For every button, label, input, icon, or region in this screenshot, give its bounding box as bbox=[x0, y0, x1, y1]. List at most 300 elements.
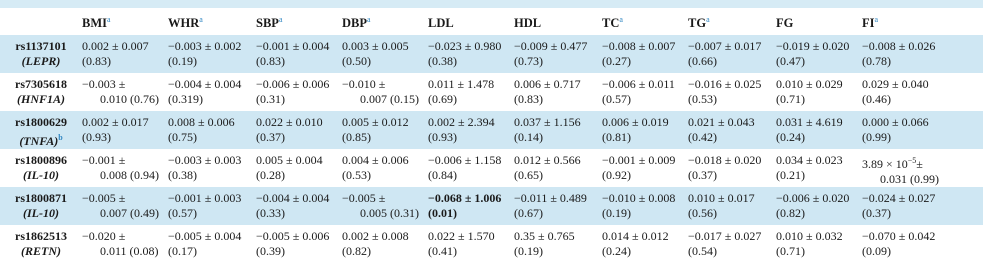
estimate-line bbox=[776, 115, 862, 130]
column-header-label: WHR bbox=[168, 16, 200, 31]
estimate-line bbox=[428, 153, 514, 168]
column-header-footnote-mark: a bbox=[706, 14, 710, 24]
column-header-5 bbox=[428, 8, 514, 35]
snp-cell bbox=[0, 111, 82, 149]
column-header-9 bbox=[776, 8, 862, 35]
estimate-text: −0.009 ± 0.477 bbox=[514, 39, 588, 53]
gene-name-text: (HNF1A) bbox=[17, 92, 65, 106]
p-value-line: (0.01) bbox=[428, 206, 457, 220]
column-header-footnote-mark: a bbox=[874, 14, 879, 24]
estimate-text: 0.012 ± 0.566 bbox=[514, 153, 581, 167]
p-value-line: (0.53) bbox=[688, 92, 717, 106]
estimate-text: 0.031 ± 4.619 bbox=[776, 115, 843, 129]
p-value-line: (0.75) bbox=[168, 130, 197, 144]
estimate-text: −0.024 ± 0.027 bbox=[862, 191, 936, 205]
estimate-line bbox=[776, 77, 862, 92]
column-header-label: TC bbox=[602, 16, 620, 31]
value-cell bbox=[82, 187, 168, 225]
p-value-line: (0.42) bbox=[688, 130, 717, 144]
estimate-text: −0.007 ± 0.017 bbox=[688, 39, 762, 53]
value-cell bbox=[862, 187, 983, 225]
estimate-line bbox=[776, 39, 862, 54]
estimate-line bbox=[256, 77, 342, 92]
snp-id: rs1800871 bbox=[15, 191, 67, 205]
estimate-line bbox=[602, 39, 688, 54]
estimate-text: 0.003 ± 0.005 bbox=[342, 39, 409, 53]
estimate-text: −0.005 ± bbox=[82, 191, 126, 205]
estimate-line bbox=[342, 39, 428, 54]
p-value-line: (0.09) bbox=[862, 244, 891, 258]
p-value-line: (0.78) bbox=[862, 54, 891, 68]
value-cell bbox=[428, 187, 514, 225]
value-cell bbox=[428, 35, 514, 73]
estimate-text: 0.006 ± 0.019 bbox=[602, 115, 669, 129]
value-cell bbox=[514, 111, 602, 149]
estimate-text: −0.019 ± 0.020 bbox=[776, 39, 850, 53]
value-cell bbox=[168, 35, 256, 73]
estimate-text: 0.000 ± 0.066 bbox=[862, 115, 929, 129]
table-row bbox=[0, 73, 983, 111]
value-cell bbox=[862, 225, 983, 263]
estimate-text: −0.005 ± 0.006 bbox=[256, 229, 330, 243]
estimate-line bbox=[168, 229, 256, 244]
p-value-line: (0.83) bbox=[514, 92, 543, 106]
estimate-text: −0.003 ± 0.003 bbox=[168, 153, 242, 167]
estimate-line bbox=[428, 191, 514, 206]
estimate-text: −0.008 ± 0.007 bbox=[602, 39, 676, 53]
estimate-text: −0.001 ± 0.003 bbox=[168, 191, 242, 205]
estimate-text: 0.021 ± 0.043 bbox=[688, 115, 755, 129]
p-value-line: (0.21) bbox=[776, 168, 805, 182]
column-header-label: HDL bbox=[514, 15, 542, 30]
p-value-line: (0.39) bbox=[256, 244, 285, 258]
estimate-text: −0.020 ± bbox=[82, 229, 126, 243]
p-value-line: 0.007 (0.49) bbox=[100, 206, 159, 220]
estimate-line bbox=[776, 153, 862, 168]
snp-id: rs1862513 bbox=[15, 229, 67, 243]
column-header-label: TG bbox=[688, 16, 707, 31]
p-value-line: 0.007 (0.15) bbox=[360, 92, 419, 106]
value-cell bbox=[688, 225, 776, 263]
estimate-line bbox=[776, 191, 862, 206]
estimate-line bbox=[342, 115, 428, 130]
estimate-line bbox=[862, 39, 983, 54]
p-value-line: (0.54) bbox=[688, 244, 717, 258]
estimate-text: −0.005 ± bbox=[342, 191, 386, 205]
estimate-text: −0.010 ± 0.008 bbox=[602, 191, 676, 205]
estimate-line bbox=[428, 115, 514, 130]
estimate-line bbox=[168, 115, 256, 130]
estimate-line bbox=[862, 229, 983, 244]
estimate-text: 0.037 ± 1.156 bbox=[514, 115, 581, 129]
estimate-line bbox=[256, 39, 342, 54]
estimate-line bbox=[602, 191, 688, 206]
gene-name bbox=[0, 206, 82, 221]
estimate-text: −0.003 ± bbox=[82, 77, 126, 91]
column-header-10 bbox=[862, 8, 983, 35]
p-value-line: (0.37) bbox=[256, 130, 285, 144]
estimate-line bbox=[428, 77, 514, 92]
table-header-row bbox=[0, 8, 983, 35]
value-cell bbox=[256, 73, 342, 111]
estimate-text: 0.002 ± 2.394 bbox=[428, 115, 495, 129]
estimate-text: −0.023 ± 0.980 bbox=[428, 39, 502, 53]
value-cell bbox=[82, 149, 168, 187]
value-cell bbox=[82, 111, 168, 149]
p-value-line: (0.82) bbox=[342, 244, 371, 258]
gene-name bbox=[0, 54, 82, 69]
plus-minus: ± bbox=[916, 157, 923, 171]
estimate-text: 0.004 ± 0.006 bbox=[342, 153, 409, 167]
estimate-line bbox=[168, 153, 256, 168]
estimate-line bbox=[82, 153, 168, 168]
p-value-line: (0.56) bbox=[688, 206, 717, 220]
estimate-text: −0.068 ± 1.006 bbox=[428, 191, 502, 205]
p-value-line: (0.31) bbox=[256, 92, 285, 106]
p-value-line: (0.37) bbox=[862, 206, 891, 220]
p-value-line: (0.24) bbox=[602, 244, 631, 258]
estimate-text: 0.006 ± 0.717 bbox=[514, 77, 581, 91]
p-value-line: (0.19) bbox=[168, 54, 197, 68]
value-cell bbox=[428, 149, 514, 187]
estimate-line bbox=[602, 229, 688, 244]
estimate-text: 0.022 ± 1.570 bbox=[428, 229, 495, 243]
snp-cell bbox=[0, 35, 82, 73]
estimate-text: −0.006 ± 1.158 bbox=[428, 153, 502, 167]
value-cell bbox=[688, 111, 776, 149]
estimate-line bbox=[342, 229, 428, 244]
estimate-line bbox=[256, 229, 342, 244]
estimate-text: 0.008 ± 0.006 bbox=[168, 115, 235, 129]
estimate-line bbox=[688, 115, 776, 130]
column-header-footnote-mark: a bbox=[367, 14, 371, 24]
p-value-line: 0.005 (0.31) bbox=[360, 206, 419, 220]
p-value-line: (0.24) bbox=[776, 130, 805, 144]
p-value-line: (0.14) bbox=[514, 130, 543, 144]
estimate-text: −0.010 ± bbox=[342, 77, 386, 91]
value-cell bbox=[342, 149, 428, 187]
p-value-line: (0.81) bbox=[602, 130, 631, 144]
estimate-line bbox=[688, 77, 776, 92]
p-value-line: (0.84) bbox=[428, 168, 457, 182]
estimate-text: 0.35 ± 0.765 bbox=[514, 229, 575, 243]
estimate-text: 0.002 ± 0.008 bbox=[342, 229, 409, 243]
column-header-3 bbox=[256, 8, 342, 35]
snp-cell bbox=[0, 73, 82, 111]
table-row bbox=[0, 187, 983, 225]
column-header-label: SBP bbox=[256, 16, 279, 31]
table-row bbox=[0, 35, 983, 73]
value-cell bbox=[514, 73, 602, 111]
value-cell bbox=[862, 149, 983, 187]
estimate-text: −0.006 ± 0.006 bbox=[256, 77, 330, 91]
estimate-line bbox=[428, 39, 514, 54]
p-value-line: 0.010 (0.76) bbox=[100, 92, 159, 106]
estimate-text: 0.002 ± 0.017 bbox=[82, 115, 149, 129]
value-cell bbox=[428, 111, 514, 149]
value-cell bbox=[168, 225, 256, 263]
estimate-text: −0.001 ± 0.004 bbox=[256, 39, 330, 53]
value-cell bbox=[602, 111, 688, 149]
table-row bbox=[0, 225, 983, 263]
snp-cell bbox=[0, 149, 82, 187]
estimate-line bbox=[688, 229, 776, 244]
p-value-line: (0.28) bbox=[256, 168, 285, 182]
gene-name bbox=[0, 92, 82, 107]
estimate-text: 0.005 ± 0.012 bbox=[342, 115, 409, 129]
p-value-line: (0.33) bbox=[256, 206, 285, 220]
estimate-line bbox=[168, 191, 256, 206]
column-header-footnote-mark: a bbox=[278, 14, 283, 24]
estimate-text: −0.001 ± 0.009 bbox=[602, 153, 676, 167]
column-header-footnote-mark: a bbox=[199, 14, 203, 24]
value-cell bbox=[256, 225, 342, 263]
value-cell bbox=[256, 149, 342, 187]
column-header-1 bbox=[82, 8, 168, 35]
value-cell bbox=[342, 187, 428, 225]
gene-name bbox=[0, 168, 82, 183]
snp-id: rs1800896 bbox=[15, 153, 67, 167]
p-value-line: (0.19) bbox=[602, 206, 631, 220]
p-value-line: (0.46) bbox=[862, 92, 891, 106]
value-cell bbox=[256, 35, 342, 73]
value-cell bbox=[82, 35, 168, 73]
estimate-line bbox=[342, 77, 428, 92]
estimate-text: −0.003 ± 0.002 bbox=[168, 39, 242, 53]
value-cell bbox=[82, 73, 168, 111]
estimate-text: −0.004 ± 0.004 bbox=[168, 77, 242, 91]
estimate-text: −0.004 ± 0.004 bbox=[256, 191, 330, 205]
p-value-line: (0.71) bbox=[776, 244, 805, 258]
value-cell bbox=[688, 73, 776, 111]
estimate-line bbox=[256, 115, 342, 130]
value-cell bbox=[862, 111, 983, 149]
estimate-line bbox=[256, 153, 342, 168]
association-table bbox=[0, 8, 983, 263]
table-caption bbox=[0, 0, 983, 8]
estimate-text: −0.006 ± 0.011 bbox=[602, 77, 675, 91]
value-cell bbox=[602, 187, 688, 225]
p-value-line: (0.17) bbox=[168, 244, 197, 258]
p-value-line: (0.50) bbox=[342, 54, 371, 68]
estimate-line bbox=[514, 191, 602, 206]
estimate-line bbox=[514, 115, 602, 130]
estimate-line bbox=[602, 77, 688, 92]
gene-name-text: (TNFA) bbox=[19, 134, 59, 148]
gene-name bbox=[0, 130, 82, 149]
estimate-text: 0.002 ± 0.007 bbox=[82, 39, 149, 53]
value-cell bbox=[862, 73, 983, 111]
estimate-text: 0.010 ± 0.029 bbox=[776, 77, 843, 91]
estimate-line bbox=[342, 191, 428, 206]
estimate-text: −0.016 ± 0.025 bbox=[688, 77, 762, 91]
snp-cell bbox=[0, 187, 82, 225]
estimate-line bbox=[168, 77, 256, 92]
estimate-line bbox=[82, 115, 168, 130]
column-header-label: FI bbox=[862, 16, 875, 31]
estimate-text: 0.010 ± 0.032 bbox=[776, 229, 843, 243]
table-row bbox=[0, 111, 983, 149]
estimate-text: 0.029 ± 0.040 bbox=[862, 77, 929, 91]
p-value-line: (0.27) bbox=[602, 54, 631, 68]
estimate-text: 0.010 ± 0.017 bbox=[688, 191, 755, 205]
estimate-text: −0.008 ± 0.026 bbox=[862, 39, 936, 53]
estimate-text: −0.011 ± 0.489 bbox=[514, 191, 587, 205]
snp-cell bbox=[0, 225, 82, 263]
value-cell bbox=[342, 111, 428, 149]
p-value-line: 0.031 (0.99) bbox=[880, 172, 939, 186]
exponent: −5 bbox=[907, 156, 917, 165]
p-value-line: (0.69) bbox=[428, 92, 457, 106]
column-header-6 bbox=[514, 8, 602, 35]
p-value-line: (0.38) bbox=[168, 168, 197, 182]
p-value-line: (0.71) bbox=[776, 92, 805, 106]
p-value-line: (0.37) bbox=[688, 168, 717, 182]
estimate-line bbox=[514, 39, 602, 54]
gene-name-text: (RETN) bbox=[21, 244, 61, 258]
value-cell bbox=[776, 111, 862, 149]
value-cell bbox=[514, 149, 602, 187]
gene-name-text: (LEPR) bbox=[21, 54, 61, 68]
p-value-line: (0.19) bbox=[514, 244, 543, 258]
value-cell bbox=[776, 35, 862, 73]
column-header-4 bbox=[342, 8, 428, 35]
column-header-footnote-mark: a bbox=[619, 14, 623, 24]
estimate-line bbox=[514, 229, 602, 244]
estimate-line bbox=[82, 77, 168, 92]
estimate-line bbox=[168, 39, 256, 54]
value-cell bbox=[862, 35, 983, 73]
estimate-text: −0.017 ± 0.027 bbox=[688, 229, 762, 243]
p-value-line: (0.83) bbox=[82, 54, 111, 68]
column-header-snp bbox=[0, 8, 82, 35]
value-cell bbox=[428, 225, 514, 263]
value-cell bbox=[514, 35, 602, 73]
estimate-line bbox=[688, 39, 776, 54]
p-value-line: (0.66) bbox=[688, 54, 717, 68]
estimate-text: −0.006 ± 0.020 bbox=[776, 191, 850, 205]
p-value-line: (0.82) bbox=[776, 206, 805, 220]
value-cell bbox=[602, 149, 688, 187]
estimate-line bbox=[688, 191, 776, 206]
p-value-line: (0.93) bbox=[428, 130, 457, 144]
value-cell bbox=[342, 225, 428, 263]
estimate-text: −0.005 ± 0.004 bbox=[168, 229, 242, 243]
estimate-text: −0.018 ± 0.020 bbox=[688, 153, 762, 167]
estimate-line bbox=[342, 153, 428, 168]
value-cell bbox=[776, 225, 862, 263]
value-cell bbox=[342, 35, 428, 73]
p-value-line: (0.57) bbox=[602, 92, 631, 106]
estimate-line bbox=[862, 153, 983, 172]
estimate-text: 0.022 ± 0.010 bbox=[256, 115, 323, 129]
estimate-line bbox=[514, 77, 602, 92]
gene-footnote-mark: b bbox=[58, 133, 63, 142]
snp-id: rs1800629 bbox=[15, 115, 67, 129]
p-value-line: (0.67) bbox=[514, 206, 543, 220]
estimate-line bbox=[776, 229, 862, 244]
p-value-line: (0.65) bbox=[514, 168, 543, 182]
estimate-line bbox=[256, 191, 342, 206]
p-value-line: (0.53) bbox=[342, 168, 371, 182]
p-value-line: (0.93) bbox=[82, 130, 111, 144]
value-cell bbox=[602, 35, 688, 73]
estimate-line bbox=[514, 153, 602, 168]
value-cell bbox=[776, 187, 862, 225]
value-cell bbox=[514, 187, 602, 225]
column-header-footnote-mark: a bbox=[107, 14, 111, 24]
value-cell bbox=[168, 111, 256, 149]
p-value-line: (0.38) bbox=[428, 54, 457, 68]
gene-name bbox=[0, 244, 82, 259]
estimate-text: −0.001 ± bbox=[82, 153, 126, 167]
estimate-line bbox=[82, 191, 168, 206]
value-cell bbox=[428, 73, 514, 111]
estimate-line bbox=[82, 229, 168, 244]
estimate-line bbox=[428, 229, 514, 244]
estimate-line bbox=[688, 153, 776, 168]
p-value-line: 0.011 (0.08) bbox=[100, 244, 159, 258]
table-row bbox=[0, 149, 983, 187]
value-cell bbox=[688, 35, 776, 73]
value-cell bbox=[256, 111, 342, 149]
p-value-line: (0.73) bbox=[514, 54, 543, 68]
value-cell bbox=[776, 149, 862, 187]
p-value-line: (0.83) bbox=[256, 54, 285, 68]
value-cell bbox=[776, 73, 862, 111]
snp-id: rs1137101 bbox=[15, 39, 67, 53]
value-cell bbox=[168, 149, 256, 187]
value-cell bbox=[168, 73, 256, 111]
estimate-text: 0.011 ± 1.478 bbox=[428, 77, 495, 91]
snp-id: rs7305618 bbox=[15, 77, 67, 91]
estimate-line bbox=[862, 191, 983, 206]
column-header-label: LDL bbox=[428, 15, 454, 30]
p-value-line: (0.92) bbox=[602, 168, 631, 182]
p-value-line: (0.41) bbox=[428, 244, 457, 258]
estimate-text: 0.005 ± 0.004 bbox=[256, 153, 323, 167]
column-header-2 bbox=[168, 8, 256, 35]
gene-name-text: (IL-10) bbox=[23, 168, 59, 182]
estimate-line bbox=[862, 115, 983, 130]
p-value-line: (0.57) bbox=[168, 206, 197, 220]
p-value-line: (0.85) bbox=[342, 130, 371, 144]
gene-name-text: (IL-10) bbox=[23, 206, 59, 220]
column-header-label: DBP bbox=[342, 16, 367, 31]
estimate-text: 0.014 ± 0.012 bbox=[602, 229, 669, 243]
p-value-line: (0.99) bbox=[862, 130, 891, 144]
estimate-line bbox=[862, 77, 983, 92]
estimate-line bbox=[602, 115, 688, 130]
column-header-label: BMI bbox=[82, 16, 107, 31]
estimate-text: 0.034 ± 0.023 bbox=[776, 153, 843, 167]
value-cell bbox=[602, 225, 688, 263]
value-cell bbox=[688, 187, 776, 225]
column-header-label: FG bbox=[776, 15, 794, 30]
value-cell bbox=[602, 73, 688, 111]
value-cell bbox=[514, 225, 602, 263]
estimate-text: 3.89 × 10 bbox=[862, 157, 908, 171]
column-header-8 bbox=[688, 8, 776, 35]
estimate-line bbox=[602, 153, 688, 168]
column-header-7 bbox=[602, 8, 688, 35]
value-cell bbox=[82, 225, 168, 263]
estimate-line bbox=[82, 39, 168, 54]
p-value-line: (0.47) bbox=[776, 54, 805, 68]
value-cell bbox=[342, 73, 428, 111]
value-cell bbox=[688, 149, 776, 187]
p-value-line: (0.319) bbox=[168, 92, 203, 106]
